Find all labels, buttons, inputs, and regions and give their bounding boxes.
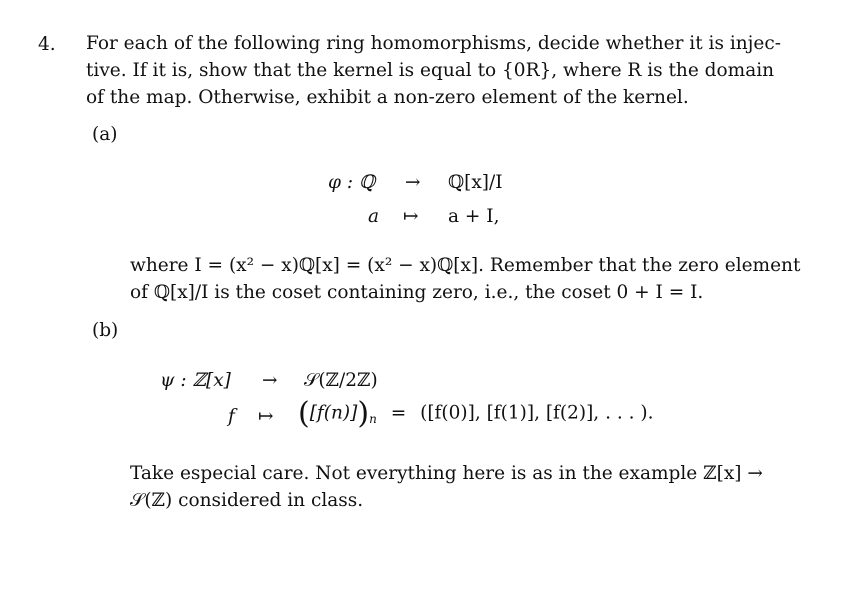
part-a-map-arrow: → xyxy=(405,172,421,193)
intro-line-2: tive. If it is, show that the kernel is equal to {0R}, where R is the domain xyxy=(86,60,775,81)
problem-intro xyxy=(86,30,816,111)
intro-line-1: For each of the following ring homomorphisms, decide whether it is injec- xyxy=(86,33,781,54)
part-a-explanation xyxy=(130,252,830,306)
part-b-note-line-2: 𝒮(ℤ) considered in class. xyxy=(130,490,364,511)
part-a-elem-output: a + I, xyxy=(448,206,500,227)
part-b-note xyxy=(130,460,830,514)
part-b-label: (b) xyxy=(92,320,119,341)
part-a-where-line-1: where I = (x² − x)ℚ[x] = (x² − x)ℚ[x]. Remember that the zero element xyxy=(130,255,801,276)
part-a-map-domain: φ : ℚ xyxy=(328,172,376,193)
part-a-elem-arrow: ↦ xyxy=(403,206,419,227)
part-b-map-arrow: → xyxy=(262,370,278,391)
part-b-elem-input: f xyxy=(228,406,235,427)
part-b-sequence-index: n xyxy=(369,412,377,427)
part-a-label: (a) xyxy=(92,124,118,145)
part-a-where-line-2: of ℚ[x]/I is the coset containing zero, i.e., the coset 0 + I = I. xyxy=(130,282,704,303)
part-a-elem-input: a xyxy=(368,206,380,227)
part-b-expanded-sequence: ([f(0)], [f(1)], [f(2)], . . . ). xyxy=(420,402,654,424)
part-b-map-codomain: 𝒮(ℤ/2ℤ) xyxy=(304,370,378,391)
part-b-elem-arrow: ↦ xyxy=(258,406,274,427)
part-b-map-domain: ψ : ℤ[x] xyxy=(160,370,231,391)
problem-number: 4. xyxy=(38,34,56,55)
part-b-equals: = xyxy=(390,402,407,424)
part-a-map-codomain: ℚ[x]/I xyxy=(448,172,503,193)
intro-line-3: of the map. Otherwise, exhibit a non-zero element of the kernel. xyxy=(86,87,689,108)
part-b-open-paren: ( xyxy=(298,396,310,431)
part-b-close-paren: ) xyxy=(357,396,370,431)
part-b-note-line-1: Take especial care. Not everything here is as in the example ℤ[x] → xyxy=(130,463,763,484)
part-b-sequence-term: [f(n)] xyxy=(309,402,358,424)
part-b-elem-sequence xyxy=(298,396,653,431)
